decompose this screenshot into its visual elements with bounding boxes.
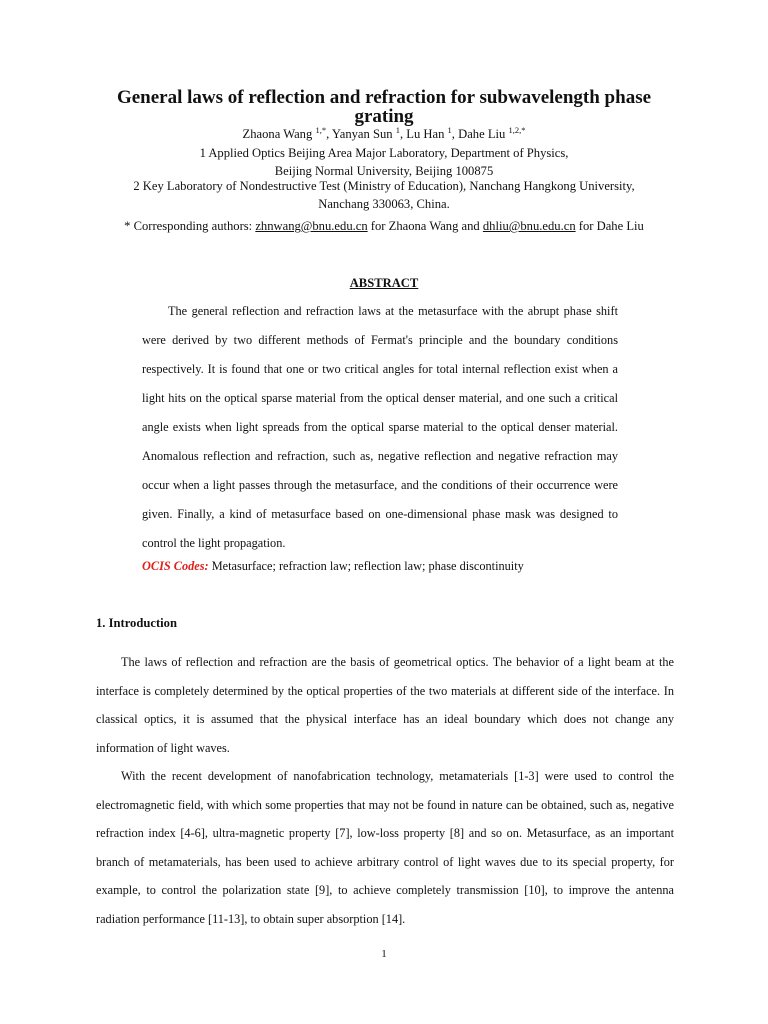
ocis-label: OCIS Codes: [142, 559, 209, 573]
corresponding-authors [60, 219, 708, 234]
author-affiliation-mark: 1 [447, 125, 452, 135]
abstract-heading: ABSTRACT [349, 276, 419, 290]
ocis-codes [142, 559, 524, 574]
author-list: Zhaona Wang $^{1,*}$, Yanyan Sun $^1$, Lu Han $^1$, Dahe Liu $^{1,2,*}$ [242, 125, 526, 141]
paper-title: General laws of reflection and refraction for subwavelength phase grating [116, 87, 652, 127]
corresponding-prefix: * Corresponding authors: [124, 219, 256, 233]
affiliation-line: 1 Applied Optics Beijing Area Major Laboratory, Department of Physics, [199, 146, 569, 160]
body-paragraph: With the recent development of nanofabrication technology, metamaterials [1-3] were used to control the electromagnetic field, with which some properties that may not be found in nature can be obtained, such as, negative refraction index [4-6], ultra-magnetic property [7], low-loss property [8] and so on. Metasurface, as an important branch of metamaterials, has been used to achieve arbitrary control of light waves due to its special property, for example, to control the polarization state [9], to achieve completely transmission [10], to improve the antenna radiation performance [11-13], to obtain super absorption [14]. [96, 769, 674, 926]
author-affiliation-mark: 1,2,* [508, 125, 526, 135]
section-heading: 1. Introduction [96, 616, 177, 630]
affiliation-line: Beijing Normal University, Beijing 100875 [274, 164, 494, 178]
author-name: Dahe Liu [458, 127, 506, 141]
body-paragraph: The laws of reflection and refraction are the basis of geometrical optics. The behavior of a light beam at the interface is completely determined by the optical properties of the two materials at different side of the interface. In classical optics, it is assumed that the physical interface has an ideal boundary which does not change any information of light waves. [96, 655, 674, 755]
abstract-text: The general reflection and refraction laws at the metasurface with the abrupt phase shift were derived by two different methods of Fermat's principle and the boundary conditions respectively. It is found that one or two critical angles for total internal reflection exist when a light hits on the optical sparse material from the optical denser material, and one such a critical angle exists when light spreads from the optical sparse material to the optical denser material. Anomalous reflection and refraction, such as, negative reflection and negative refraction may occur when a light passes through the metasurface, and the conditions of their occurrence were given. Finally, a kind of metasurface based on one-dimensional phase mask was designed to control the light propagation. [142, 304, 618, 550]
author-affiliation-mark: 1,* [315, 125, 327, 135]
corresponding-mid: for Zhaona Wang and [367, 219, 483, 233]
corresponding-suffix: for Dahe Liu [575, 219, 644, 233]
affiliation-line: Nanchang 330063, China. [318, 197, 450, 211]
author-name: Lu Han [406, 127, 445, 141]
affiliation-line: 2 Key Laboratory of Nondestructive Test (Ministry of Education), Nanchang Hangkong University, [133, 179, 635, 193]
page-number: 1 [381, 948, 387, 960]
author-name: Yanyan Sun [331, 127, 393, 141]
email-link[interactable]: zhnwang@bnu.edu.cn [255, 219, 368, 233]
ocis-text: Metasurface; refraction law; reflection law; phase discontinuity [208, 559, 524, 573]
author-affiliation-mark: 1 [395, 125, 400, 135]
author-name: Zhaona Wang [242, 127, 313, 141]
email-link[interactable]: dhliu@bnu.edu.cn [482, 219, 576, 233]
